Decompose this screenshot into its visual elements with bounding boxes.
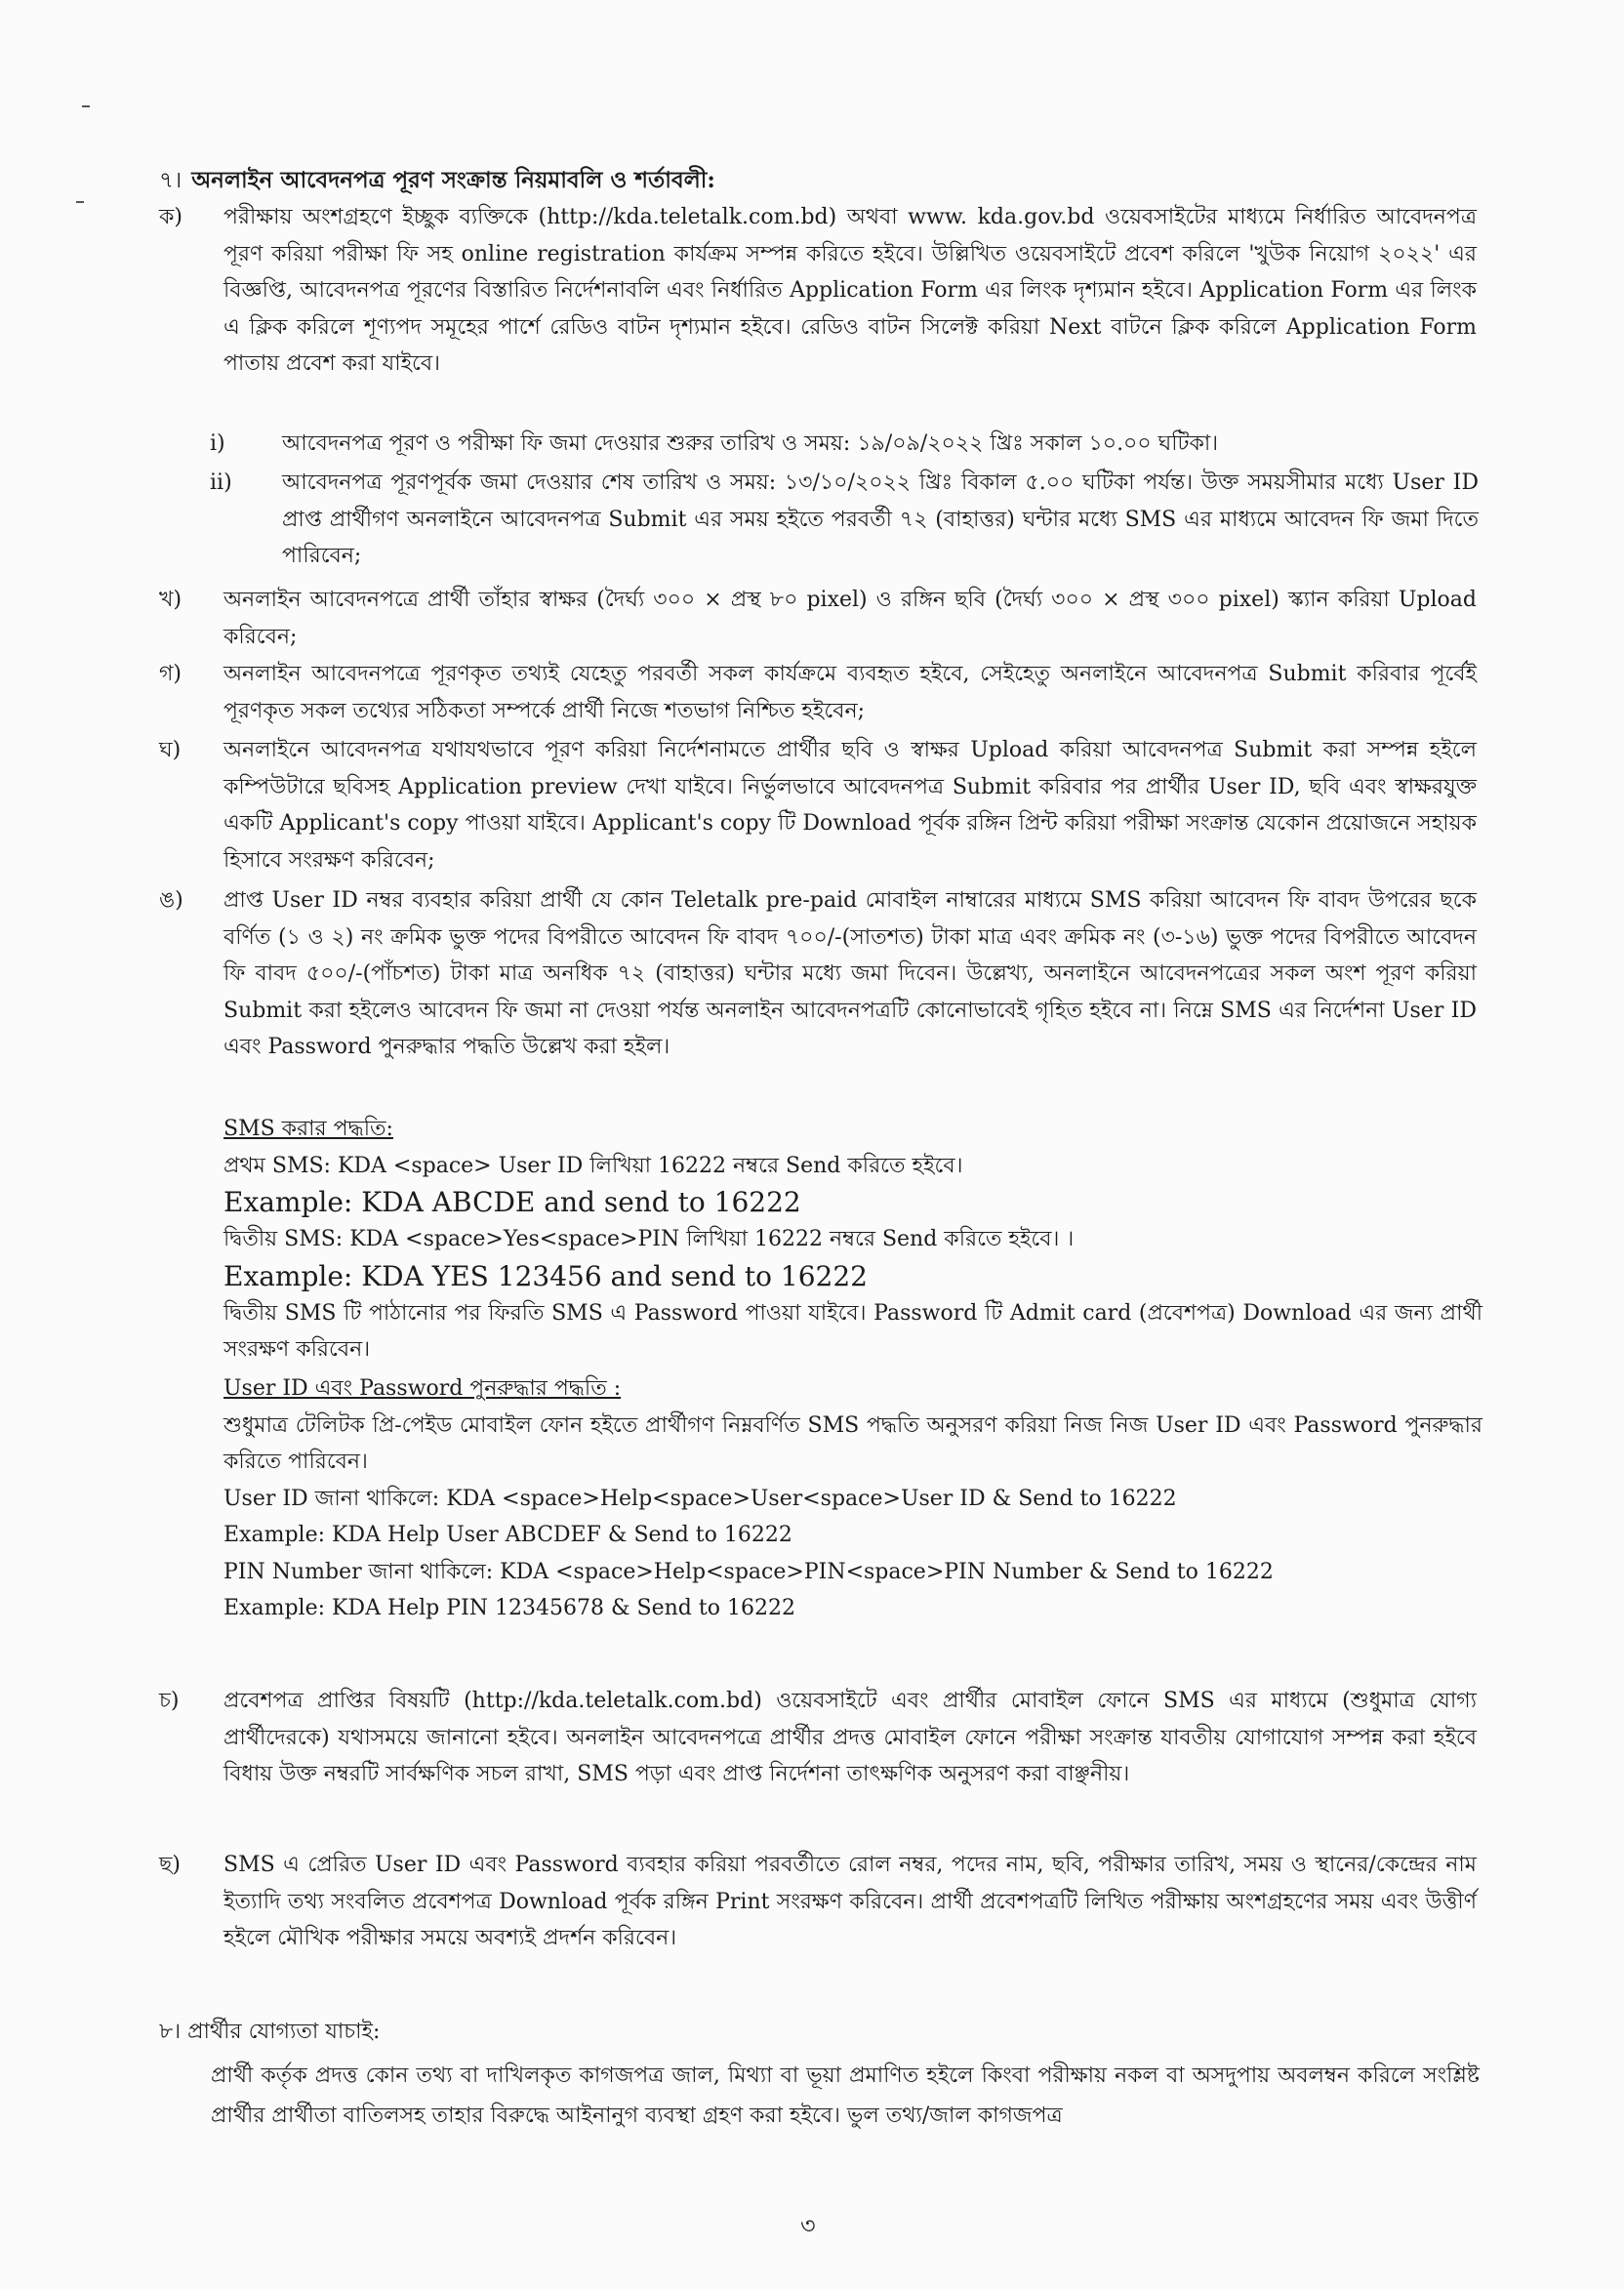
item-label: খ)	[159, 588, 183, 612]
section-7-number: ৭।	[159, 168, 183, 193]
item-gha	[159, 732, 1477, 879]
section-7-heading	[159, 164, 715, 197]
item-uma	[159, 882, 1477, 1066]
item-label: ছ)	[159, 1853, 181, 1877]
item-ka-ii	[210, 465, 1479, 575]
recovery-instructions	[223, 1370, 1482, 1627]
item-text: SMS এ প্রেরিত User ID এবং Password ব্যবহার করিয়া পরবর্তীতে রোল নম্বর, পদের নাম, ছবি, পরীক্ষার তারিখ, সময় ও স্থানের/কেন্দ্রের নাম ইত্যাদি তথ্য সংবলিত প্রবেশপত্র Download পূর্বক রঙ্গিন Print সংরক্ষণ করিবেন। প্রার্থী প্রবেশপত্রটি লিখিত পরীক্ষায় অংশগ্রহণের সময় এবং উত্তীর্ণ হইলে মৌখিক পরীক্ষার সময়ে অবশ্যই প্রদর্শন করিবেন।	[223, 1853, 1477, 1950]
sms-example-1: Example: KDA ABCDE and send to 16222	[223, 1186, 801, 1218]
recovery-line-3: PIN Number জানা থাকিলে: KDA <space>Help<space>PIN<space>PIN Number & Send to 16222	[223, 1559, 1274, 1584]
sms-heading: SMS করার পদ্ধতি:	[223, 1117, 393, 1141]
item-text: অনলাইনে আবেদনপত্র যথাযথভাবে পূরণ করিয়া নির্দেশনামতে প্রার্থীর ছবি ও স্বাক্ষর Upload করিয়া আবেদনপত্র Submit করা সম্পন্ন হইলে কম্পিউটারে ছবিসহ Application preview দেখা যাইবে। নির্ভুলভাবে আবেদনপত্র Submit করিবার পর প্রার্থীর User ID, ছবি এবং স্বাক্ষরযুক্ত একটি Applicant's copy পাওয়া যাইবে। Applicant's copy টি Download পূর্বক রঙ্গিন প্রিন্ট করিয়া পরীক্ষা সংক্রান্ত যেকোন প্রয়োজনে সহায়ক হিসাবে সংরক্ষণ করিবেন;	[223, 738, 1477, 873]
scan-mark	[82, 105, 90, 107]
item-text: প্রাপ্ত User ID নম্বর ব্যবহার করিয়া প্রার্থী যে কোন Teletalk pre-paid মোবাইল নাম্বারের মাধ্যমে SMS করিয়া আবেদন ফি বাবদ উপরের ছকে বর্ণিত (১ ও ২) নং ক্রমিক ভুক্ত পদের বিপরীতে আবেদন ফি বাবদ ৭০০/-(সাতশত) টাকা মাত্র এবং ক্রমিক নং (৩-১৬) ভুক্ত পদের বিপরীতে আবেদন ফি বাবদ ৫০০/-(পাঁচশত) টাকা মাত্র অনধিক ৭২ (বাহাত্তর) ঘন্টার মধ্যে জমা দিবেন। উল্লেখ্য, অনলাইনে আবেদনপত্রের সকল অংশ পূরণ করিয়া Submit করা হইলেও আবেদন ফি জমা না দেওয়া পর্যন্ত অনলাইন আবেদনপত্রটি কোনোভাবেই গৃহিত হইবে না। নিম্নে SMS এর নির্দেশনা User ID এবং Password পুনরুদ্ধার পদ্ধতি উল্লেখ করা হইল।	[223, 888, 1477, 1059]
item-chha	[159, 1847, 1477, 1957]
sms-instructions	[223, 1111, 1482, 1369]
recovery-line-4: Example: KDA Help PIN 12345678 & Send to 16222	[223, 1596, 795, 1620]
item-text: আবেদনপত্র পূরণপূর্বক জমা দেওয়ার শেষ তারিখ ও সময়: ১৩/১০/২০২২ খ্রিঃ বিকাল ৫.০০ ঘটিকা পর্যন্ত। উক্ত সময়সীমার মধ্যে User ID প্রাপ্ত প্রার্থীগণ অনলাইনে আবেদনপত্র Submit এর সময় হইতে পরবর্তী ৭২ (বাহাত্তর) ঘন্টার মধ্যে SMS এর মাধ্যমে আবেদন ফি জমা দিতে পারিবেন;	[282, 470, 1479, 568]
recovery-heading: User ID এবং Password পুনরুদ্ধার পদ্ধতি :	[223, 1376, 622, 1401]
item-ka	[159, 199, 1477, 383]
sms-second: দ্বিতীয় SMS: KDA <space>Yes<space>PIN লিখিয়া 16222 নম্বরে Send করিতে হইবে। ।	[223, 1227, 1075, 1251]
item-text: আবেদনপত্র পূরণ ও পরীক্ষা ফি জমা দেওয়ার শুরুর তারিখ ও সময়: ১৯/০৯/২০২২ খ্রিঃ সকাল ১০.০০ ঘটিকা।	[282, 431, 1219, 456]
item-label: i)	[210, 431, 225, 456]
item-label: গ)	[159, 662, 183, 686]
sms-first: প্রথম SMS: KDA <space> User ID লিখিয়া 16222 নম্বরে Send করিতে হইবে।	[223, 1153, 963, 1178]
recovery-line-2: Example: KDA Help User ABCDEF & Send to 16222	[223, 1523, 792, 1547]
scan-mark	[76, 201, 84, 203]
item-text: অনলাইন আবেদনপত্রে পূরণকৃত তথ্যই যেহেতু পরবর্তী সকল কার্যক্রমে ব্যবহৃত হইবে, সেইহেতু অনলাইনে আবেদনপত্র Submit করিবার পূর্বেই পূরণকৃত সকল তথ্যের সঠিকতা সম্পর্কে প্রার্থী নিজে শতভাগ নিশ্চিত হইবেন;	[223, 662, 1477, 723]
sms-example-2: Example: KDA YES 123456 and send to 16222	[223, 1259, 868, 1292]
item-ga	[159, 656, 1477, 729]
page-number: ৩	[800, 2212, 816, 2239]
item-label: চ)	[159, 1689, 180, 1713]
item-text: পরীক্ষায় অংশগ্রহণে ইচ্ছুক ব্যক্তিকে (http://kda.teletalk.com.bd) অথবা www. kda.gov.bd ওয়েবসাইটের মাধ্যমে নির্ধারিত আবেদনপত্র পূরণ করিয়া পরীক্ষা ফি সহ online registration কার্যক্রম সম্পন্ন করিতে হইবে। উল্লিখিত ওয়েবসাইটে প্রবেশ করিলে 'খুউক নিয়োগ ২০২২' এর বিজ্ঞপ্তি, আবেদনপত্র পূরণের বিস্তারিত নির্দেশনাবলি এবং নির্ধারিত Application Form এর লিংক দৃশ্যমান হইবে। Application Form এর লিংক এ ক্লিক করিলে শূণ্যপদ সমূহের পার্শে রেডিও বাটন দৃশ্যমান হইবে। রেডিও বাটন সিলেক্ট করিয়া Next বাটনে ক্লিক করিলে Application Form পাতায় প্রবেশ করা যাইবে।	[223, 205, 1477, 376]
item-label: ঘ)	[159, 738, 182, 762]
item-label: ক)	[159, 205, 183, 229]
item-cha	[159, 1683, 1477, 1793]
item-label: ঙ)	[159, 888, 183, 913]
section-8-heading: ৮। প্রার্থীর যোগ্যতা যাচাই:	[159, 2020, 381, 2044]
item-text: অনলাইন আবেদনপত্রে প্রার্থী তাঁহার স্বাক্ষর (দৈর্ঘ্য ৩০০ × প্রস্থ ৮০ pixel) ও রঙ্গিন ছবি (দৈর্ঘ্য ৩০০ × প্রস্থ ৩০০ pixel) স্ক্যান করিয়া Upload করিবেন;	[223, 588, 1477, 649]
item-label: ii)	[210, 470, 232, 495]
section-8-text: প্রার্থী কর্তৃক প্রদত্ত কোন তথ্য বা দাখিলকৃত কাগজপত্র জাল, মিথ্যা বা ভূয়া প্রমাণিত হইলে কিংবা পরীক্ষায় নকল বা অসদুপায় অবলম্বন করিলে সংশ্লিষ্ট প্রার্থীর প্রার্থীতা বাতিলসহ তাহার বিরুদ্ধে আইনানুগ ব্যবস্থা গ্রহণ করা হইবে। ভুল তথ্য/জাল কাগজপত্র	[211, 2064, 1480, 2128]
sms-after: দ্বিতীয় SMS টি পাঠানোর পর ফিরতি SMS এ Password পাওয়া যাইবে। Password টি Admit card (প্রবেশপত্র) Download এর জন্য প্রার্থী সংরক্ষণ করিবেন।	[223, 1300, 1482, 1362]
recovery-intro: শুধুমাত্র টেলিটক প্রি-পেইড মোবাইল ফোন হইতে প্রার্থীগণ নিম্নবর্ণিত SMS পদ্ধতি অনুসরণ করিয়া নিজ নিজ User ID এবং Password পুনরুদ্ধার করিতে পারিবেন।	[223, 1412, 1482, 1474]
item-text: প্রবেশপত্র প্রাপ্তির বিষয়টি (http://kda.teletalk.com.bd) ওয়েবসাইটে এবং প্রার্থীর মোবাইল ফোনে SMS এর মাধ্যমে (শুধুমাত্র যোগ্য প্রার্থীদেরকে) যথাসময়ে জানানো হইবে। অনলাইন আবেদনপত্রে প্রার্থীর প্রদত্ত মোবাইল ফোনে পরীক্ষা সংক্রান্ত যাবতীয় যোগাযোগ সম্পন্ন করা হইবে বিধায় উক্ত নম্বরটি সার্বক্ষণিক সচল রাখা, SMS পড়া এবং প্রাপ্ত নির্দেশনা তাৎক্ষণিক অনুসরণ করা বাঞ্ছনীয়।	[223, 1689, 1477, 1786]
section-7-title: অনলাইন আবেদনপত্র পূরণ সংক্রান্ত নিয়মাবলি ও শর্তাবলী:	[191, 167, 715, 193]
recovery-line-1: User ID জানা থাকিলে: KDA <space>Help<space>User<space>User ID & Send to 16222	[223, 1486, 1177, 1511]
item-ka-i	[210, 426, 1479, 463]
item-kha	[159, 582, 1477, 655]
